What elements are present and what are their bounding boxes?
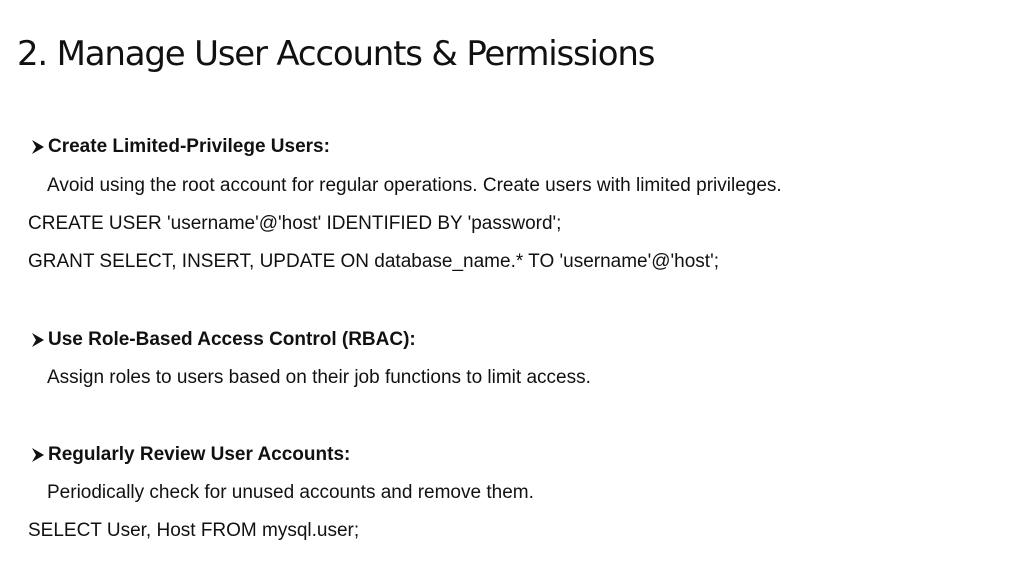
section-description: Periodically check for unused accounts and remove them.	[47, 482, 534, 503]
page-title: 2. Manage User Accounts & Permissions	[17, 34, 655, 74]
code-line: SELECT User, Host FROM mysql.user;	[28, 520, 360, 541]
arrowhead-bullet-icon	[30, 137, 46, 157]
bullet-item-review-accounts	[30, 442, 350, 468]
section-description: Assign roles to users based on their job functions to limit access.	[47, 367, 591, 388]
code-line: CREATE USER 'username'@'host' IDENTIFIED BY 'password';	[28, 213, 562, 234]
code-line: GRANT SELECT, INSERT, UPDATE ON database_name.* TO 'username'@'host';	[28, 251, 719, 272]
bullet-item-rbac	[30, 327, 416, 353]
section-heading: Create Limited-Privilege Users:	[48, 136, 330, 157]
section-heading: Use Role-Based Access Control (RBAC):	[48, 329, 416, 350]
section-description: Avoid using the root account for regular operations. Create users with limited privileges.	[47, 175, 782, 196]
arrowhead-bullet-icon	[30, 330, 46, 350]
arrowhead-bullet-icon	[30, 445, 46, 465]
section-heading: Regularly Review User Accounts:	[48, 444, 351, 465]
bullet-item-create-users	[30, 134, 330, 160]
